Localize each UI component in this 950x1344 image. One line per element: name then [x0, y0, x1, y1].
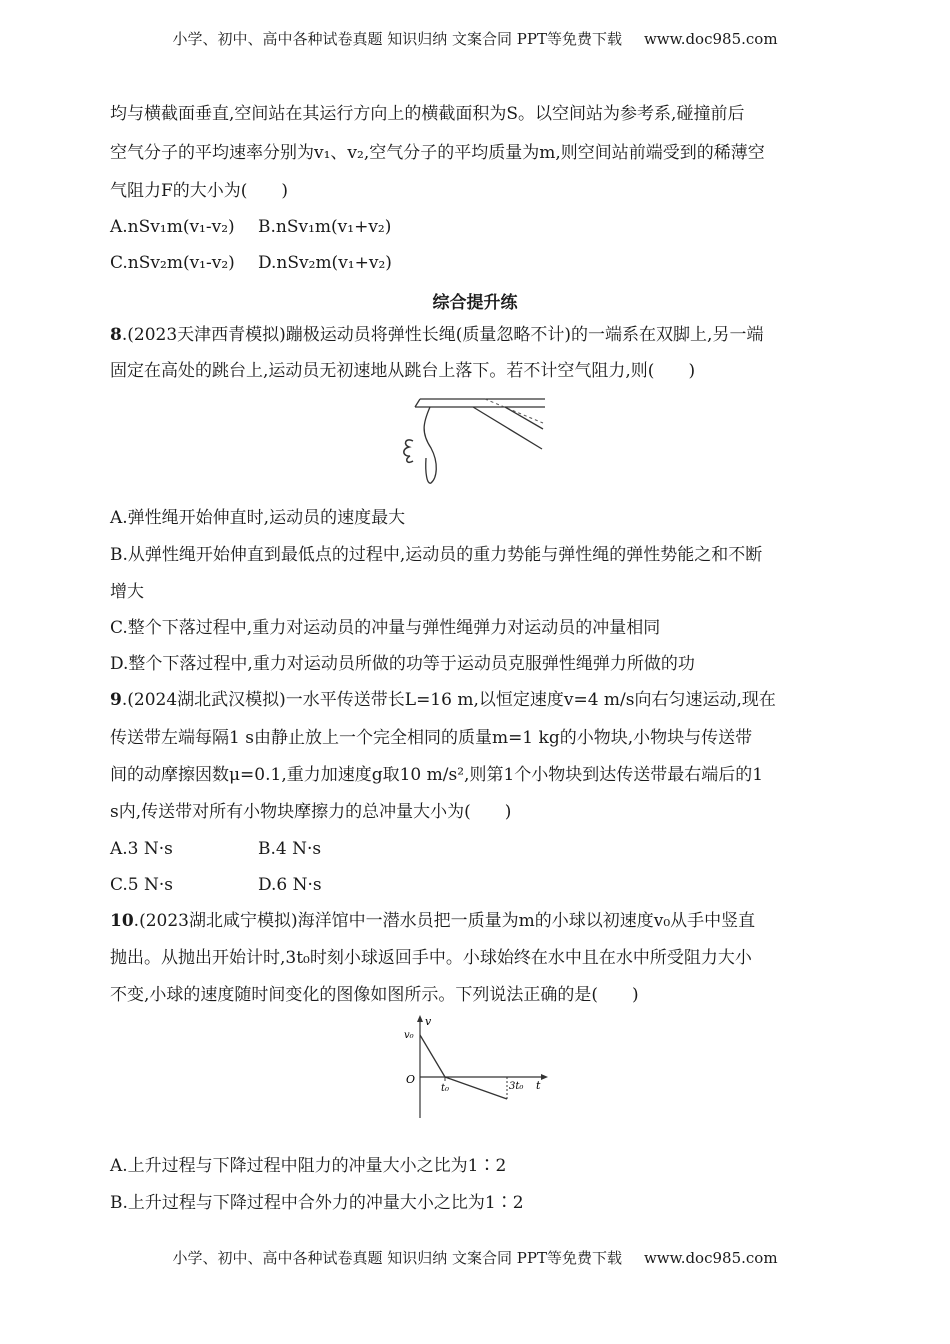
q9-line4: s内,传送带对所有小物块摩擦力的总冲量大小为( )	[110, 802, 512, 822]
q9-option-b: B.4 N·s	[258, 839, 322, 859]
header-text: 小学、初中、高中各种试卷真题 知识归纳 文案合同 PPT等免费下载	[172, 30, 622, 48]
rising-segment	[420, 1035, 445, 1077]
velocity-time-graph	[395, 1013, 550, 1121]
t-axis-label: t	[536, 1079, 541, 1092]
q8-line2: 固定在高处的跳台上,运动员无初速地从跳台上落下。若不计空气阻力,则( )	[110, 361, 696, 381]
support-line-1	[473, 407, 542, 449]
q9-line2: 传送带左端每隔1 s由静止放上一个完全相同的质量m=1 kg的小物块,小物块与传送带	[110, 728, 753, 748]
q8-number: 8	[110, 325, 122, 345]
q9-option-d: D.6 N·s	[258, 875, 322, 895]
q8-option-b-line2: 增大	[110, 582, 144, 602]
bungee-figure	[395, 393, 550, 495]
t3-label: 3t₀	[509, 1081, 524, 1092]
section-title: 综合提升练	[432, 293, 518, 313]
footer-url: www.doc985.com	[643, 1249, 778, 1267]
jumper	[404, 440, 413, 462]
q10-line1-text: .(2023湖北咸宁模拟)海洋馆中一潜水员把一质量为m的小球以初速度v₀从手中竖直	[133, 911, 756, 931]
v-axis-label: v	[425, 1015, 432, 1028]
v-axis-arrow	[417, 1015, 423, 1022]
q10-line2: 抛出。从抛出开始计时,3t₀时刻小球返回手中。小球始终在水中且在水中所受阻力大小	[110, 948, 752, 968]
q9-line3: 间的动摩擦因数μ=0.1,重力加速度g取10 m/s²,则第1个小物块到达传送带最右端后的1	[110, 765, 764, 785]
q7-option-a: A.nSv₁m(v₁-v₂)	[110, 217, 235, 237]
q10-option-a: A.上升过程与下降过程中阻力的冲量大小之比为1∶2	[110, 1156, 507, 1176]
q10-option-b: B.上升过程与下降过程中合外力的冲量大小之比为1∶2	[110, 1193, 524, 1213]
q10-line3: 不变,小球的速度随时间变化的图像如图所示。下列说法正确的是( )	[110, 985, 639, 1005]
support-line-2	[505, 407, 543, 429]
q8-option-c: C.整个下落过程中,重力对运动员的冲量与弹性绳弹力对运动员的冲量相同	[110, 618, 661, 638]
q9-option-c: C.5 N·s	[110, 875, 174, 895]
q9-number: 9	[110, 690, 122, 710]
t0-label: t₀	[441, 1083, 450, 1094]
q8-line1-text: .(2023天津西青模拟)蹦极运动员将弹性长绳(质量忽略不计)的一端系在双脚上,另一端	[121, 325, 764, 345]
page-header	[0, 28, 950, 49]
q7-option-c: C.nSv₂m(v₁-v₂)	[110, 253, 235, 273]
q7-line3: 气阻力F的大小为( )	[110, 181, 289, 201]
q7-line2: 空气分子的平均速率分别为v₁、v₂,空气分子的平均质量为m,则空间站前端受到的稀薄空	[110, 143, 765, 163]
v0-label: v₀	[404, 1030, 414, 1041]
elastic-cord	[424, 407, 436, 483]
q7-option-b: B.nSv₁m(v₁+v₂)	[258, 217, 392, 237]
page-footer	[0, 1247, 950, 1268]
t-axis-arrow	[541, 1074, 548, 1080]
q10-line1	[110, 910, 755, 932]
header-url: www.doc985.com	[643, 30, 778, 48]
q8-option-b-line1: B.从弹性绳开始伸直到最低点的过程中,运动员的重力势能与弹性绳的弹性势能之和不断	[110, 545, 763, 565]
q7-option-d: D.nSv₂m(v₁+v₂)	[258, 253, 392, 273]
q9-line1	[110, 689, 776, 711]
q8-option-a: A.弹性绳开始伸直时,运动员的速度最大	[110, 508, 406, 528]
q9-line1-text: .(2024湖北武汉模拟)一水平传送带长L=16 m,以恒定速度v=4 m/s向右匀速运动,现在	[121, 690, 776, 710]
origin-label: O	[406, 1073, 416, 1086]
q8-line1	[110, 324, 763, 346]
footer-text: 小学、初中、高中各种试卷真题 知识归纳 文案合同 PPT等免费下载	[172, 1249, 622, 1267]
q9-option-a: A.3 N·s	[110, 839, 173, 859]
q8-option-d: D.整个下落过程中,重力对运动员所做的功等于运动员克服弹性绳弹力所做的功	[110, 654, 695, 674]
q10-number: 10	[110, 911, 134, 931]
q7-line1: 均与横截面垂直,空间站在其运行方向上的横截面积为S。以空间站为参考系,碰撞前后	[110, 104, 745, 124]
falling-segment	[445, 1077, 507, 1099]
